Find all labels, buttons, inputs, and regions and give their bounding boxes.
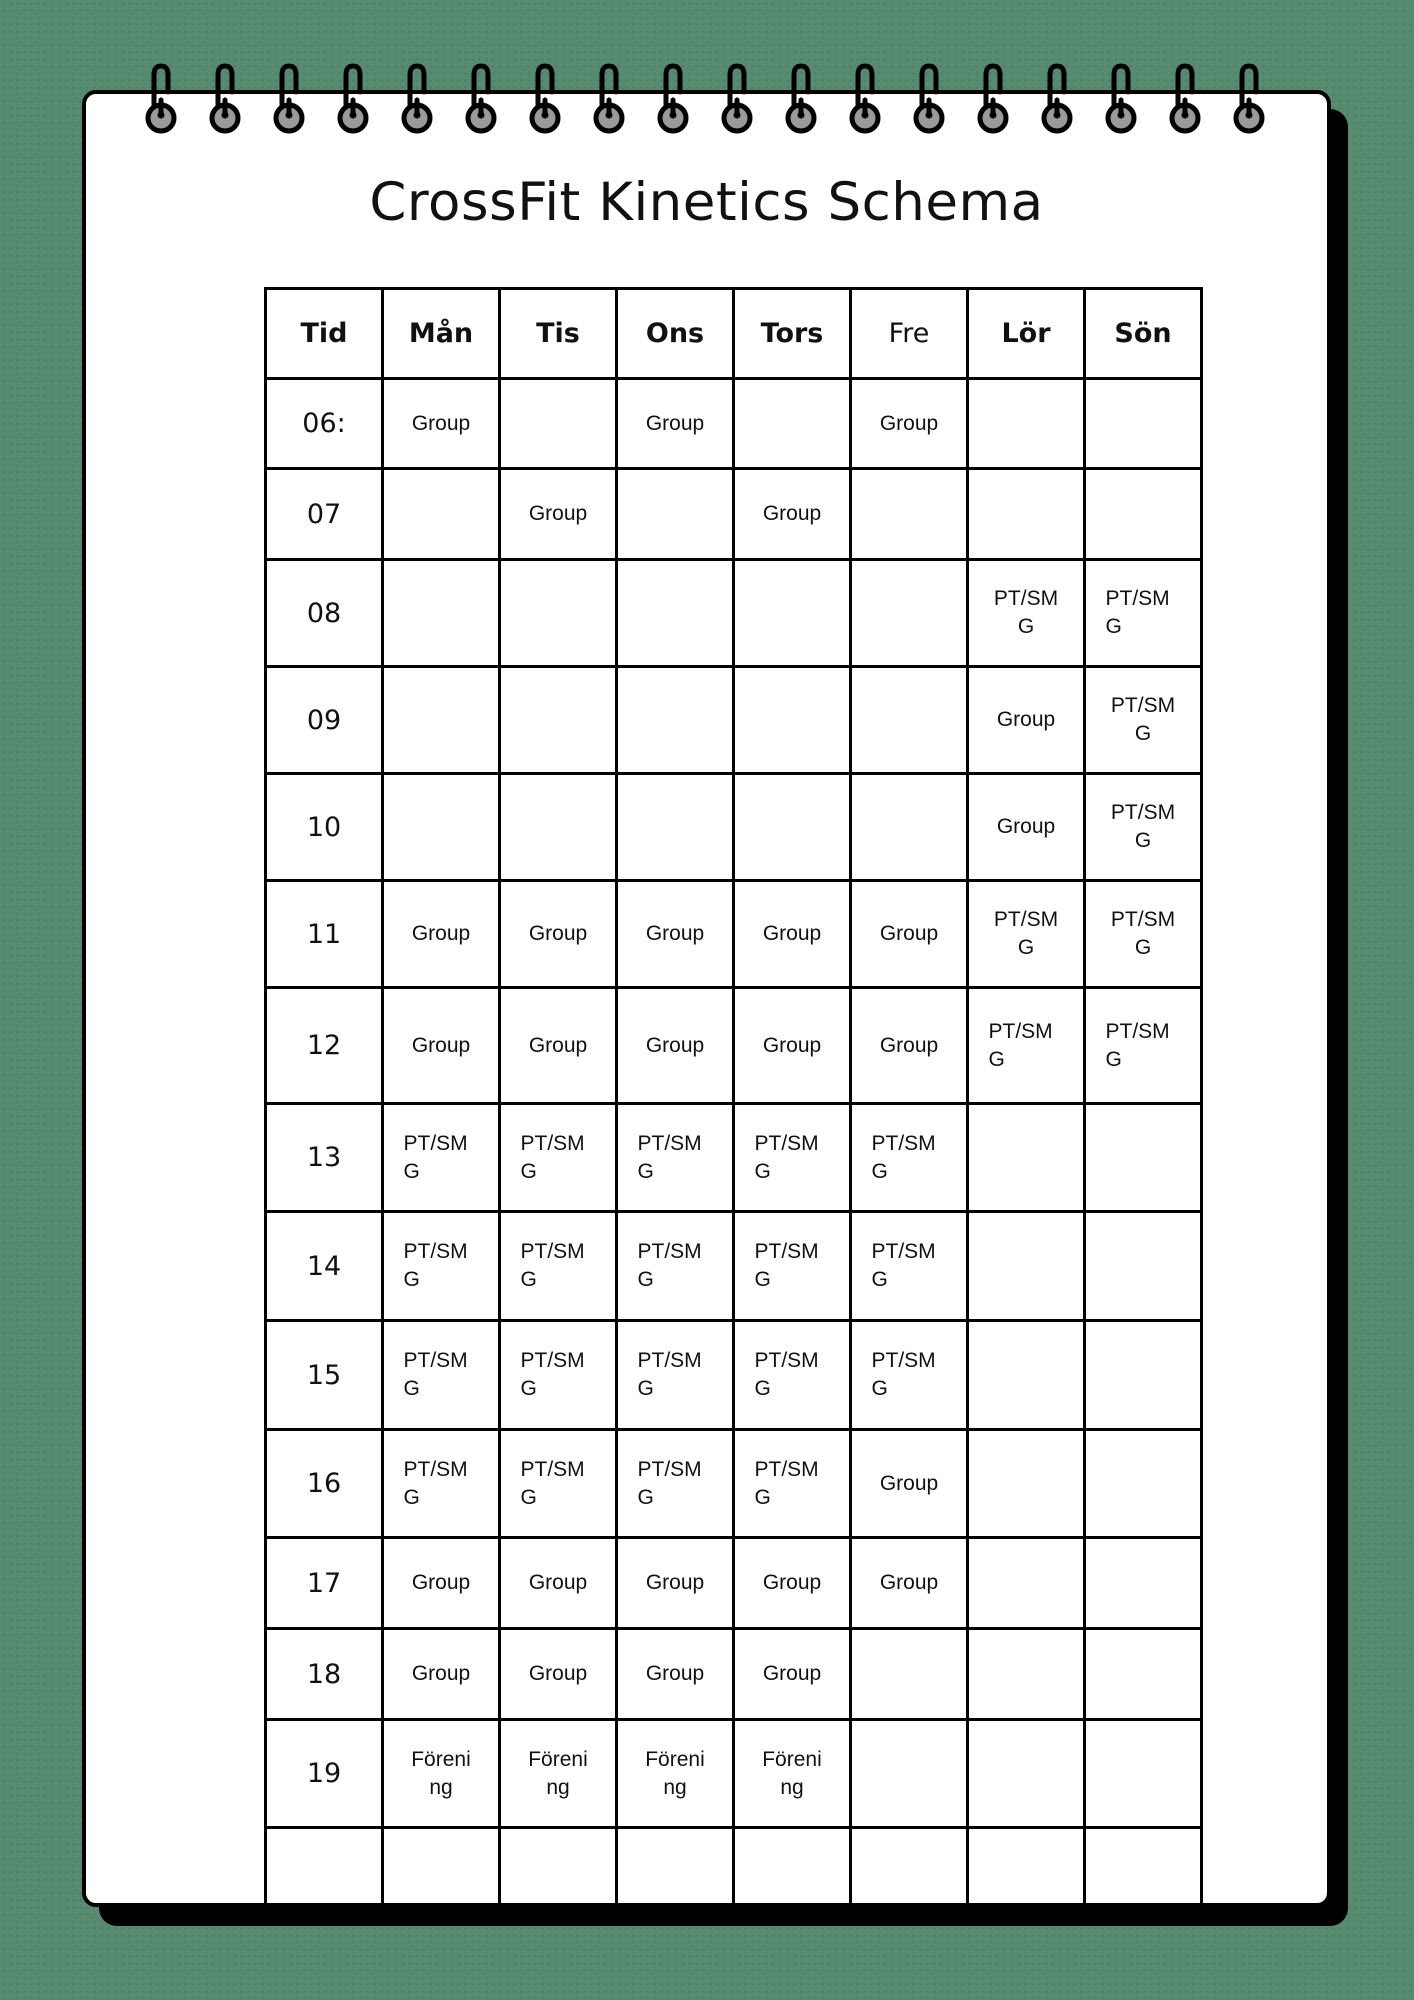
session-label: Group xyxy=(528,922,588,945)
session-label: Group xyxy=(411,411,471,435)
session-cell xyxy=(383,469,500,560)
session-cell xyxy=(500,774,617,881)
time-cell: 13 xyxy=(266,1104,383,1212)
session-cell xyxy=(968,1538,1085,1629)
session-cell xyxy=(851,1828,968,1910)
session-cell xyxy=(968,1104,1085,1212)
session-cell xyxy=(734,1212,851,1321)
session-cell xyxy=(500,881,617,988)
spiral-ring xyxy=(527,62,563,138)
session-cell xyxy=(1085,1538,1202,1629)
session-cell xyxy=(1085,1629,1202,1720)
session-label: Group xyxy=(762,1571,822,1594)
session-cell xyxy=(617,881,734,988)
spiral-ring xyxy=(911,62,947,138)
session-label: PT/SMG xyxy=(403,1349,468,1400)
session-cell xyxy=(734,988,851,1104)
session-cell xyxy=(1085,469,1202,560)
spiral-ring xyxy=(975,62,1011,138)
session-label: Group xyxy=(645,411,705,435)
schedule-row xyxy=(266,1212,1202,1321)
session-cell xyxy=(734,881,851,988)
session-label: PT/SMG xyxy=(1105,587,1170,638)
session-label: Group xyxy=(528,1662,588,1685)
session-cell xyxy=(734,1720,851,1828)
session-label: PT/SMG xyxy=(637,1131,702,1183)
session-cell xyxy=(383,1538,500,1629)
session-cell xyxy=(500,1828,617,1910)
time-cell: 14 xyxy=(266,1212,383,1321)
session-cell xyxy=(851,1629,968,1720)
time-cell: 07 xyxy=(266,469,383,560)
session-cell xyxy=(968,1629,1085,1720)
time-cell: 10 xyxy=(266,774,383,881)
session-cell xyxy=(851,1538,968,1629)
session-cell xyxy=(1085,1212,1202,1321)
time-cell: 15 xyxy=(266,1321,383,1430)
session-cell xyxy=(617,1212,734,1321)
session-cell xyxy=(617,1104,734,1212)
session-cell xyxy=(383,560,500,667)
session-cell xyxy=(968,1720,1085,1828)
session-cell xyxy=(734,1629,851,1720)
session-cell xyxy=(968,1321,1085,1430)
session-label: PT/SMG xyxy=(637,1240,702,1291)
session-cell xyxy=(734,379,851,469)
session-cell xyxy=(617,1538,734,1629)
session-cell xyxy=(1085,1720,1202,1828)
session-cell xyxy=(383,1212,500,1321)
schedule-row xyxy=(266,881,1202,988)
header-tis: Tis xyxy=(500,289,617,379)
session-cell xyxy=(383,1720,500,1828)
session-label: Förening xyxy=(528,1747,588,1799)
session-cell xyxy=(851,1104,968,1212)
session-label: PT/SMG xyxy=(1110,908,1176,959)
session-cell xyxy=(500,988,617,1104)
session-label: PT/SMG xyxy=(520,1349,585,1400)
session-label: Group xyxy=(411,1571,471,1594)
spiral-ring xyxy=(1039,62,1075,138)
time-cell: 18 xyxy=(266,1629,383,1720)
session-cell xyxy=(1085,988,1202,1104)
session-label: PT/SMG xyxy=(754,1131,819,1183)
session-cell xyxy=(968,774,1085,881)
spiral-ring xyxy=(719,62,755,138)
session-cell xyxy=(383,667,500,774)
session-label: Förening xyxy=(645,1747,705,1799)
session-label: PT/SMG xyxy=(988,1019,1053,1071)
time-cell: 08 xyxy=(266,560,383,667)
spiral-ring xyxy=(655,62,691,138)
session-label: Group xyxy=(879,411,939,435)
session-cell xyxy=(734,1430,851,1538)
session-label: PT/SMG xyxy=(403,1240,468,1291)
schedule-row xyxy=(266,1828,1202,1910)
session-label: PT/SMG xyxy=(520,1457,585,1509)
session-label: Group xyxy=(411,1033,471,1057)
session-cell xyxy=(851,1720,968,1828)
session-cell xyxy=(734,1321,851,1430)
session-cell xyxy=(617,1828,734,1910)
session-label: PT/SMG xyxy=(754,1349,819,1400)
session-cell xyxy=(383,881,500,988)
time-cell: 09 xyxy=(266,667,383,774)
session-label: Group xyxy=(645,1033,705,1057)
session-cell xyxy=(968,1212,1085,1321)
session-label: PT/SMG xyxy=(637,1457,702,1509)
session-cell xyxy=(617,560,734,667)
session-cell xyxy=(851,667,968,774)
time-cell xyxy=(266,1828,383,1910)
session-label: Group xyxy=(528,502,588,525)
session-cell xyxy=(1085,1104,1202,1212)
session-label: Group xyxy=(879,1033,939,1057)
session-label: PT/SMG xyxy=(871,1131,936,1183)
schedule-row xyxy=(266,774,1202,881)
session-cell xyxy=(500,469,617,560)
spiral-ring xyxy=(271,62,307,138)
spiral-ring xyxy=(847,62,883,138)
session-cell xyxy=(617,1720,734,1828)
session-cell xyxy=(1085,1828,1202,1910)
session-cell xyxy=(968,469,1085,560)
session-label: PT/SMG xyxy=(993,587,1059,638)
header-son: Sön xyxy=(1085,289,1202,379)
session-cell xyxy=(1085,1321,1202,1430)
session-label: PT/SMG xyxy=(1110,694,1176,745)
session-label: PT/SMG xyxy=(1105,1019,1170,1071)
session-cell xyxy=(968,1828,1085,1910)
session-label: PT/SMG xyxy=(754,1240,819,1291)
session-label: Group xyxy=(528,1033,588,1057)
session-cell xyxy=(968,560,1085,667)
time-cell: 06: xyxy=(266,379,383,469)
session-cell xyxy=(851,1212,968,1321)
time-cell: 17 xyxy=(266,1538,383,1629)
header-tors: Tors xyxy=(734,289,851,379)
header-lor: Lör xyxy=(968,289,1085,379)
schedule-row xyxy=(266,1104,1202,1212)
spiral-ring xyxy=(399,62,435,138)
session-cell xyxy=(617,667,734,774)
session-cell xyxy=(851,379,968,469)
session-label: Group xyxy=(996,815,1056,838)
session-label: PT/SMG xyxy=(403,1457,468,1509)
session-label: Group xyxy=(762,1662,822,1685)
session-label: Group xyxy=(996,708,1056,731)
session-cell xyxy=(617,1430,734,1538)
spiral-ring xyxy=(335,62,371,138)
session-cell xyxy=(851,1321,968,1430)
session-cell xyxy=(851,560,968,667)
session-cell xyxy=(617,1629,734,1720)
session-cell xyxy=(851,881,968,988)
schedule-row xyxy=(266,1538,1202,1629)
session-label: Group xyxy=(411,922,471,945)
session-label: PT/SMG xyxy=(993,908,1059,959)
session-cell xyxy=(851,774,968,881)
session-cell xyxy=(500,1720,617,1828)
time-cell: 11 xyxy=(266,881,383,988)
spiral-ring xyxy=(463,62,499,138)
header-ons: Ons xyxy=(617,289,734,379)
session-cell xyxy=(1085,1430,1202,1538)
session-label: Group xyxy=(645,1662,705,1685)
schedule-row xyxy=(266,988,1202,1104)
session-cell xyxy=(500,1104,617,1212)
session-cell xyxy=(500,1430,617,1538)
page-title: CrossFit Kinetics Schema xyxy=(369,172,1044,233)
session-label: Group xyxy=(411,1662,471,1685)
schedule-row xyxy=(266,1629,1202,1720)
header-row xyxy=(266,289,1202,379)
session-cell xyxy=(500,667,617,774)
session-cell xyxy=(734,560,851,667)
session-cell xyxy=(1085,881,1202,988)
spiral-ring xyxy=(143,62,179,138)
session-cell xyxy=(500,1321,617,1430)
session-cell xyxy=(617,469,734,560)
session-label: Förening xyxy=(762,1747,822,1799)
session-label: PT/SMG xyxy=(1110,801,1176,852)
session-cell xyxy=(383,379,500,469)
session-label: PT/SMG xyxy=(871,1349,936,1400)
header-tid: Tid xyxy=(266,289,383,379)
session-label: Group xyxy=(762,502,822,525)
spiral-ring xyxy=(783,62,819,138)
session-cell xyxy=(500,560,617,667)
session-label: PT/SMG xyxy=(520,1240,585,1291)
session-cell xyxy=(734,1104,851,1212)
session-cell xyxy=(500,1629,617,1720)
time-cell: 16 xyxy=(266,1430,383,1538)
session-cell xyxy=(383,774,500,881)
session-cell xyxy=(851,469,968,560)
session-cell xyxy=(1085,774,1202,881)
session-cell xyxy=(968,379,1085,469)
session-label: PT/SMG xyxy=(754,1457,819,1509)
session-cell xyxy=(383,1104,500,1212)
schedule-row xyxy=(266,1321,1202,1430)
session-cell xyxy=(968,667,1085,774)
schedule-table xyxy=(264,287,1203,1911)
session-label: Group xyxy=(879,1571,939,1594)
session-label: PT/SMG xyxy=(520,1131,585,1183)
session-cell xyxy=(734,1828,851,1910)
session-label: Group xyxy=(645,1571,705,1594)
time-cell: 12 xyxy=(266,988,383,1104)
session-cell xyxy=(1085,667,1202,774)
schedule-row xyxy=(266,469,1202,560)
session-label: PT/SMG xyxy=(637,1349,702,1400)
session-cell xyxy=(617,774,734,881)
spiral-ring xyxy=(591,62,627,138)
session-cell xyxy=(383,1629,500,1720)
session-cell xyxy=(383,1321,500,1430)
session-cell xyxy=(1085,379,1202,469)
session-cell xyxy=(851,988,968,1104)
spiral-ring xyxy=(1103,62,1139,138)
schedule-row xyxy=(266,379,1202,469)
session-cell xyxy=(968,988,1085,1104)
schedule-row xyxy=(266,560,1202,667)
session-cell xyxy=(734,774,851,881)
session-cell xyxy=(500,1538,617,1629)
session-cell xyxy=(734,1538,851,1629)
session-cell xyxy=(383,1430,500,1538)
session-cell xyxy=(968,881,1085,988)
time-cell: 19 xyxy=(266,1720,383,1828)
schedule-row xyxy=(266,667,1202,774)
session-cell xyxy=(500,1212,617,1321)
session-cell xyxy=(383,988,500,1104)
session-label: Group xyxy=(879,922,939,945)
spiral-ring xyxy=(1231,62,1267,138)
session-cell xyxy=(734,469,851,560)
spiral-ring xyxy=(207,62,243,138)
session-cell xyxy=(500,379,617,469)
session-cell xyxy=(617,988,734,1104)
session-label: Group xyxy=(762,1033,822,1057)
session-cell xyxy=(851,1430,968,1538)
session-label: Group xyxy=(762,922,822,945)
spiral-ring xyxy=(1167,62,1203,138)
session-label: Group xyxy=(528,1571,588,1594)
session-cell xyxy=(1085,560,1202,667)
schedule-row xyxy=(266,1430,1202,1538)
session-cell xyxy=(383,1828,500,1910)
session-cell xyxy=(734,667,851,774)
session-label: Förening xyxy=(411,1747,471,1799)
session-cell xyxy=(968,1430,1085,1538)
session-label: Group xyxy=(645,922,705,945)
header-man: Mån xyxy=(383,289,500,379)
session-cell xyxy=(617,379,734,469)
header-fre: Fre xyxy=(851,289,968,379)
schedule-row xyxy=(266,1720,1202,1828)
session-label: PT/SMG xyxy=(871,1240,936,1291)
session-label: PT/SMG xyxy=(403,1131,468,1183)
session-cell xyxy=(617,1321,734,1430)
session-label: Group xyxy=(879,1471,939,1495)
